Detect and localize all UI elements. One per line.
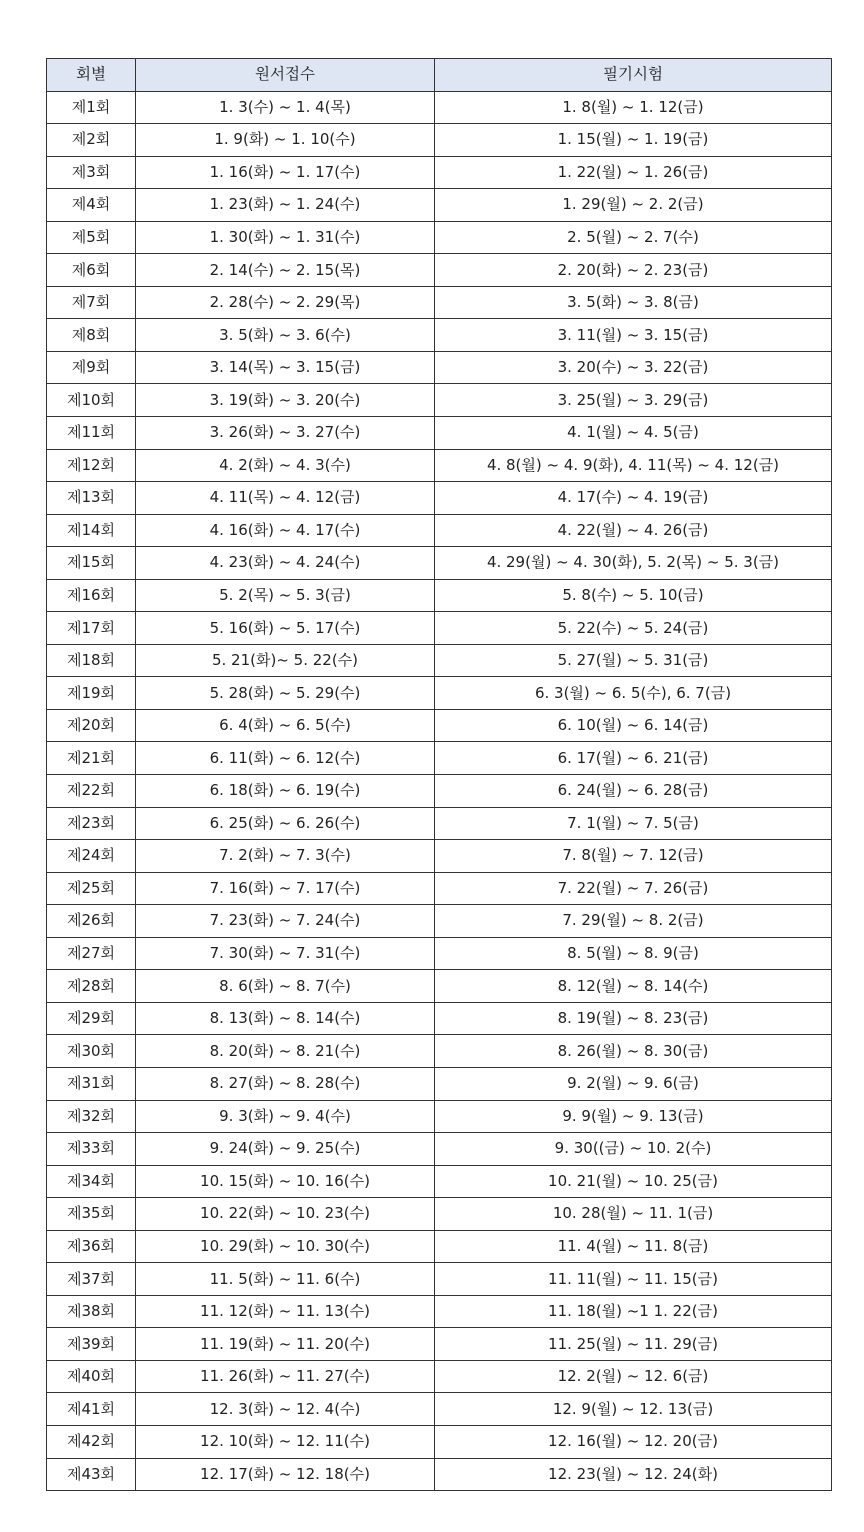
written-exam-cell: 5. 22(수) ~ 5. 24(금): [435, 612, 832, 645]
table-row: [47, 1263, 832, 1296]
table-row: [47, 1295, 832, 1328]
written-exam-cell: 11. 4(월) ~ 11. 8(금): [435, 1230, 832, 1263]
written-exam-cell: 11. 25(월) ~ 11. 29(금): [435, 1328, 832, 1361]
application-cell: 12. 3(화) ~ 12. 4(수): [136, 1393, 435, 1426]
application-cell: 6. 25(화) ~ 6. 26(수): [136, 807, 435, 840]
written-exam-cell: 11. 11(월) ~ 11. 15(금): [435, 1263, 832, 1296]
round-cell: 제22회: [47, 775, 136, 808]
written-exam-cell: 2. 20(화) ~ 2. 23(금): [435, 254, 832, 287]
round-cell: 제12회: [47, 449, 136, 482]
written-exam-cell: 3. 25(월) ~ 3. 29(금): [435, 384, 832, 417]
written-exam-cell: 4. 8(월) ~ 4. 9(화), 4. 11(목) ~ 4. 12(금): [435, 449, 832, 482]
round-cell: 제39회: [47, 1328, 136, 1361]
round-cell: 제7회: [47, 286, 136, 319]
written-exam-cell: 9. 9(월) ~ 9. 13(금): [435, 1100, 832, 1133]
written-exam-cell: 6. 10(월) ~ 6. 14(금): [435, 709, 832, 742]
application-cell: 7. 2(화) ~ 7. 3(수): [136, 840, 435, 873]
table-row: [47, 1133, 832, 1166]
written-exam-cell: 3. 11(월) ~ 3. 15(금): [435, 319, 832, 352]
round-cell: 제35회: [47, 1198, 136, 1231]
written-exam-cell: 8. 26(월) ~ 8. 30(금): [435, 1035, 832, 1068]
application-cell: 1. 16(화) ~ 1. 17(수): [136, 156, 435, 189]
table-row: [47, 1425, 832, 1458]
application-cell: 3. 26(화) ~ 3. 27(수): [136, 417, 435, 450]
round-cell: 제41회: [47, 1393, 136, 1426]
header-written-exam: 필기시험: [435, 59, 832, 92]
table-row: [47, 319, 832, 352]
round-cell: 제4회: [47, 189, 136, 222]
written-exam-cell: 11. 18(월) ~1 1. 22(금): [435, 1295, 832, 1328]
written-exam-cell: 5. 27(월) ~ 5. 31(금): [435, 644, 832, 677]
application-cell: 5. 2(목) ~ 5. 3(금): [136, 579, 435, 612]
written-exam-cell: 12. 16(월) ~ 12. 20(금): [435, 1425, 832, 1458]
application-cell: 10. 29(화) ~ 10. 30(수): [136, 1230, 435, 1263]
application-cell: 5. 21(화)~ 5. 22(수): [136, 644, 435, 677]
application-cell: 5. 16(화) ~ 5. 17(수): [136, 612, 435, 645]
application-cell: 7. 23(화) ~ 7. 24(수): [136, 905, 435, 938]
round-cell: 제27회: [47, 937, 136, 970]
written-exam-cell: 4. 22(월) ~ 4. 26(금): [435, 514, 832, 547]
application-cell: 12. 17(화) ~ 12. 18(수): [136, 1458, 435, 1491]
written-exam-cell: 4. 29(월) ~ 4. 30(화), 5. 2(목) ~ 5. 3(금): [435, 547, 832, 580]
round-cell: 제18회: [47, 644, 136, 677]
table-row: [47, 1393, 832, 1426]
table-row: [47, 417, 832, 450]
table-row: [47, 1002, 832, 1035]
table-row: [47, 775, 832, 808]
written-exam-cell: 8. 5(월) ~ 8. 9(금): [435, 937, 832, 970]
application-cell: 4. 23(화) ~ 4. 24(수): [136, 547, 435, 580]
round-cell: 제5회: [47, 221, 136, 254]
written-exam-cell: 9. 2(월) ~ 9. 6(금): [435, 1067, 832, 1100]
written-exam-cell: 1. 29(월) ~ 2. 2(금): [435, 189, 832, 222]
table-row: [47, 514, 832, 547]
application-cell: 4. 11(목) ~ 4. 12(금): [136, 482, 435, 515]
round-cell: 제30회: [47, 1035, 136, 1068]
written-exam-cell: 8. 19(월) ~ 8. 23(금): [435, 1002, 832, 1035]
round-cell: 제2회: [47, 124, 136, 157]
exam-schedule-table: [46, 58, 832, 1491]
application-cell: 5. 28(화) ~ 5. 29(수): [136, 677, 435, 710]
application-cell: 11. 12(화) ~ 11. 13(수): [136, 1295, 435, 1328]
round-cell: 제26회: [47, 905, 136, 938]
table-row: [47, 1100, 832, 1133]
round-cell: 제11회: [47, 417, 136, 450]
application-cell: 11. 26(화) ~ 11. 27(수): [136, 1360, 435, 1393]
table-row: [47, 547, 832, 580]
application-cell: 2. 28(수) ~ 2. 29(목): [136, 286, 435, 319]
written-exam-cell: 7. 1(월) ~ 7. 5(금): [435, 807, 832, 840]
round-cell: 제3회: [47, 156, 136, 189]
application-cell: 4. 16(화) ~ 4. 17(수): [136, 514, 435, 547]
written-exam-cell: 12. 2(월) ~ 12. 6(금): [435, 1360, 832, 1393]
round-cell: 제16회: [47, 579, 136, 612]
application-cell: 3. 14(목) ~ 3. 15(금): [136, 351, 435, 384]
table-row: [47, 221, 832, 254]
application-cell: 1. 3(수) ~ 1. 4(목): [136, 91, 435, 124]
table-row: [47, 970, 832, 1003]
table-row: [47, 1328, 832, 1361]
round-cell: 제1회: [47, 91, 136, 124]
written-exam-cell: 8. 12(월) ~ 8. 14(수): [435, 970, 832, 1003]
application-cell: 1. 30(화) ~ 1. 31(수): [136, 221, 435, 254]
written-exam-cell: 1. 15(월) ~ 1. 19(금): [435, 124, 832, 157]
header-application: 원서접수: [136, 59, 435, 92]
round-cell: 제31회: [47, 1067, 136, 1100]
round-cell: 제40회: [47, 1360, 136, 1393]
application-cell: 11. 5(화) ~ 11. 6(수): [136, 1263, 435, 1296]
written-exam-cell: 7. 22(월) ~ 7. 26(금): [435, 872, 832, 905]
written-exam-cell: 6. 3(월) ~ 6. 5(수), 6. 7(금): [435, 677, 832, 710]
table-row: [47, 937, 832, 970]
round-cell: 제34회: [47, 1165, 136, 1198]
table-row: [47, 709, 832, 742]
application-cell: 11. 19(화) ~ 11. 20(수): [136, 1328, 435, 1361]
table-row: [47, 872, 832, 905]
table-row: [47, 1360, 832, 1393]
written-exam-cell: 3. 20(수) ~ 3. 22(금): [435, 351, 832, 384]
written-exam-cell: 1. 22(월) ~ 1. 26(금): [435, 156, 832, 189]
table-row: [47, 482, 832, 515]
round-cell: 제24회: [47, 840, 136, 873]
table-header: [47, 59, 832, 92]
round-cell: 제13회: [47, 482, 136, 515]
round-cell: 제14회: [47, 514, 136, 547]
round-cell: 제29회: [47, 1002, 136, 1035]
table-row: [47, 1035, 832, 1068]
table-row: [47, 1458, 832, 1491]
round-cell: 제6회: [47, 254, 136, 287]
header-round: 회별: [47, 59, 136, 92]
written-exam-cell: 6. 17(월) ~ 6. 21(금): [435, 742, 832, 775]
application-cell: 6. 11(화) ~ 6. 12(수): [136, 742, 435, 775]
application-cell: 9. 3(화) ~ 9. 4(수): [136, 1100, 435, 1133]
written-exam-cell: 4. 17(수) ~ 4. 19(금): [435, 482, 832, 515]
table-row: [47, 91, 832, 124]
written-exam-cell: 9. 30((금) ~ 10. 2(수): [435, 1133, 832, 1166]
table-row: [47, 189, 832, 222]
application-cell: 1. 9(화) ~ 1. 10(수): [136, 124, 435, 157]
round-cell: 제20회: [47, 709, 136, 742]
round-cell: 제9회: [47, 351, 136, 384]
round-cell: 제43회: [47, 1458, 136, 1491]
round-cell: 제8회: [47, 319, 136, 352]
table-row: [47, 384, 832, 417]
round-cell: 제33회: [47, 1133, 136, 1166]
round-cell: 제21회: [47, 742, 136, 775]
table-row: [47, 644, 832, 677]
round-cell: 제10회: [47, 384, 136, 417]
table-row: [47, 124, 832, 157]
table-row: [47, 156, 832, 189]
written-exam-cell: 2. 5(월) ~ 2. 7(수): [435, 221, 832, 254]
application-cell: 7. 30(화) ~ 7. 31(수): [136, 937, 435, 970]
round-cell: 제15회: [47, 547, 136, 580]
table-row: [47, 1165, 832, 1198]
application-cell: 3. 5(화) ~ 3. 6(수): [136, 319, 435, 352]
application-cell: 10. 22(화) ~ 10. 23(수): [136, 1198, 435, 1231]
application-cell: 10. 15(화) ~ 10. 16(수): [136, 1165, 435, 1198]
written-exam-cell: 5. 8(수) ~ 5. 10(금): [435, 579, 832, 612]
table-row: [47, 677, 832, 710]
table-row: [47, 449, 832, 482]
written-exam-cell: 10. 21(월) ~ 10. 25(금): [435, 1165, 832, 1198]
table-row: [47, 807, 832, 840]
table-body: [47, 91, 832, 1491]
round-cell: 제28회: [47, 970, 136, 1003]
written-exam-cell: 12. 23(월) ~ 12. 24(화): [435, 1458, 832, 1491]
round-cell: 제19회: [47, 677, 136, 710]
table-row: [47, 351, 832, 384]
written-exam-cell: 6. 24(월) ~ 6. 28(금): [435, 775, 832, 808]
written-exam-cell: 1. 8(월) ~ 1. 12(금): [435, 91, 832, 124]
application-cell: 1. 23(화) ~ 1. 24(수): [136, 189, 435, 222]
table-row: [47, 1067, 832, 1100]
table-row: [47, 742, 832, 775]
table-row: [47, 905, 832, 938]
round-cell: 제23회: [47, 807, 136, 840]
application-cell: 4. 2(화) ~ 4. 3(수): [136, 449, 435, 482]
table-row: [47, 579, 832, 612]
table-row: [47, 254, 832, 287]
round-cell: 제32회: [47, 1100, 136, 1133]
application-cell: 8. 6(화) ~ 8. 7(수): [136, 970, 435, 1003]
round-cell: 제37회: [47, 1263, 136, 1296]
table-row: [47, 286, 832, 319]
round-cell: 제38회: [47, 1295, 136, 1328]
round-cell: 제17회: [47, 612, 136, 645]
round-cell: 제36회: [47, 1230, 136, 1263]
header-row: [47, 59, 832, 92]
application-cell: 8. 27(화) ~ 8. 28(수): [136, 1067, 435, 1100]
application-cell: 2. 14(수) ~ 2. 15(목): [136, 254, 435, 287]
round-cell: 제25회: [47, 872, 136, 905]
table-row: [47, 1230, 832, 1263]
table-row: [47, 840, 832, 873]
application-cell: 8. 13(화) ~ 8. 14(수): [136, 1002, 435, 1035]
written-exam-cell: 12. 9(월) ~ 12. 13(금): [435, 1393, 832, 1426]
application-cell: 3. 19(화) ~ 3. 20(수): [136, 384, 435, 417]
table-row: [47, 1198, 832, 1231]
application-cell: 7. 16(화) ~ 7. 17(수): [136, 872, 435, 905]
written-exam-cell: 7. 8(월) ~ 7. 12(금): [435, 840, 832, 873]
application-cell: 6. 4(화) ~ 6. 5(수): [136, 709, 435, 742]
written-exam-cell: 7. 29(월) ~ 8. 2(금): [435, 905, 832, 938]
round-cell: 제42회: [47, 1425, 136, 1458]
application-cell: 9. 24(화) ~ 9. 25(수): [136, 1133, 435, 1166]
application-cell: 12. 10(화) ~ 12. 11(수): [136, 1425, 435, 1458]
application-cell: 6. 18(화) ~ 6. 19(수): [136, 775, 435, 808]
written-exam-cell: 4. 1(월) ~ 4. 5(금): [435, 417, 832, 450]
written-exam-cell: 3. 5(화) ~ 3. 8(금): [435, 286, 832, 319]
application-cell: 8. 20(화) ~ 8. 21(수): [136, 1035, 435, 1068]
table-row: [47, 612, 832, 645]
written-exam-cell: 10. 28(월) ~ 11. 1(금): [435, 1198, 832, 1231]
